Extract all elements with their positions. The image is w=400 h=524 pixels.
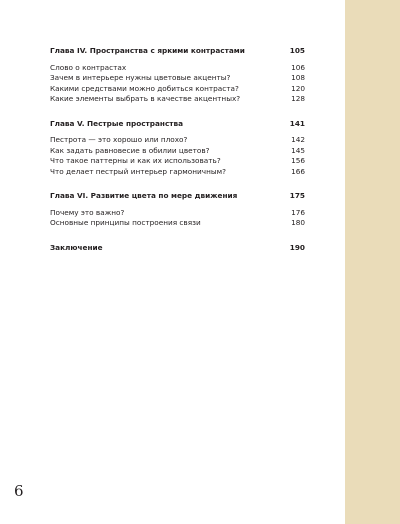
toc-chapter-heading[interactable]	[50, 243, 305, 254]
toc-conclusion	[50, 243, 305, 254]
chapter-page: 175	[289, 191, 305, 200]
entry-page: 142	[291, 135, 305, 144]
toc-entry[interactable]	[50, 135, 305, 146]
table-of-contents	[50, 46, 305, 267]
entry-title: Основные принципы построения связи	[50, 218, 201, 227]
toc-entry[interactable]	[50, 73, 305, 84]
toc-chapter-heading[interactable]	[50, 191, 305, 202]
conclusion-title: Заключение	[50, 242, 103, 252]
toc-entry[interactable]	[50, 218, 305, 229]
entry-page: 120	[291, 83, 305, 93]
toc-entry[interactable]	[50, 208, 305, 219]
entry-title: Почему это важно?	[50, 207, 125, 217]
entry-page: 156	[291, 156, 305, 165]
entry-title: Что делает пестрый интерьер гармоничным?	[50, 166, 227, 176]
entry-title: Слово о контрастах	[50, 62, 127, 72]
toc-chapter-5	[50, 119, 305, 178]
toc-chapter-4	[50, 46, 305, 105]
entry-page: 106	[291, 62, 305, 72]
entry-title: Зачем в интерьере нужны цветовые акценты?	[50, 73, 231, 82]
entry-page: 145	[291, 145, 305, 155]
page-number: 6	[14, 482, 24, 500]
entry-title: Пестрота — это хорошо или плохо?	[50, 135, 188, 144]
chapter-page: 105	[289, 46, 305, 55]
entry-title: Что такое паттерны и как их использовать?	[50, 156, 221, 165]
chapter-title: Глава VI. Развитие цвета по мере движения	[50, 191, 238, 200]
toc-entry[interactable]	[50, 156, 305, 167]
side-color-strip	[345, 0, 400, 524]
toc-entry[interactable]	[50, 167, 305, 178]
toc-entry[interactable]	[50, 146, 305, 157]
entry-page: 108	[291, 73, 305, 82]
entry-title: Какие элементы выбрать в качестве акцентных?	[50, 94, 241, 103]
toc-entry[interactable]	[50, 94, 305, 105]
toc-entry[interactable]	[50, 84, 305, 95]
entry-page: 180	[291, 218, 305, 227]
conclusion-page: 190	[289, 242, 305, 252]
toc-entry[interactable]	[50, 63, 305, 74]
toc-chapter-heading[interactable]	[50, 119, 305, 130]
entry-title: Как задать равновесие в обилии цветов?	[50, 145, 210, 155]
toc-chapter-6	[50, 191, 305, 229]
chapter-title: Глава IV. Пространства с яркими контрастами	[50, 46, 245, 55]
entry-title: Какими средствами можно добиться контраста?	[50, 83, 239, 93]
chapter-title: Глава V. Пестрые пространства	[50, 118, 184, 128]
entry-page: 166	[291, 166, 305, 176]
entry-page: 128	[291, 94, 305, 103]
entry-page: 176	[291, 207, 305, 217]
toc-chapter-heading[interactable]	[50, 46, 305, 57]
chapter-page: 141	[289, 118, 305, 128]
